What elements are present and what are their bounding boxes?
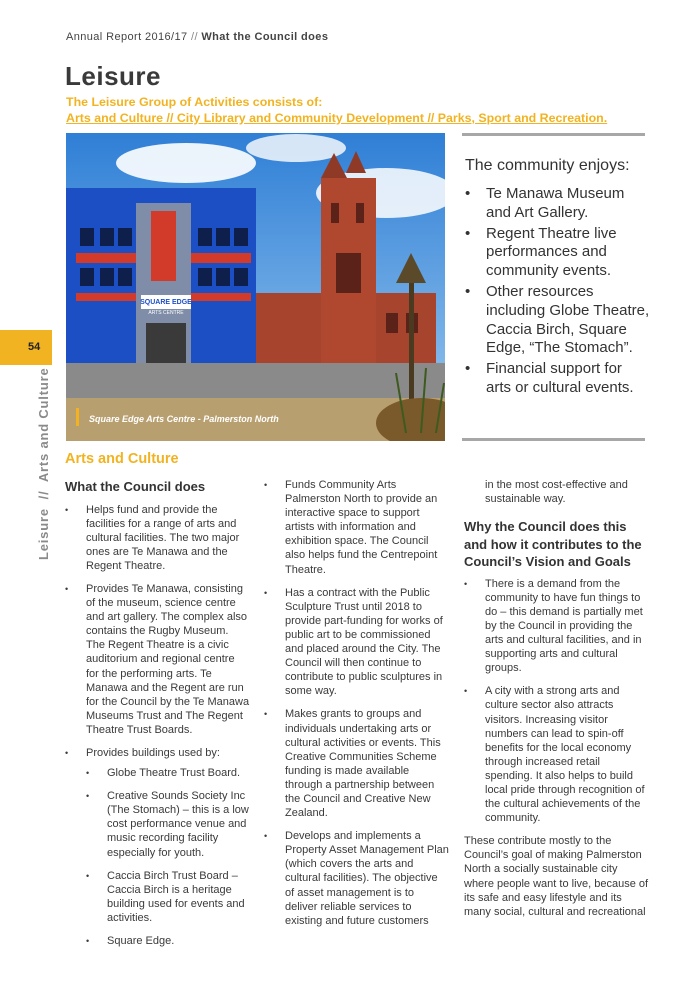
col3-list xyxy=(464,577,649,826)
building-sign-sub: ARTS CENTRE xyxy=(148,310,184,316)
col1-sublist xyxy=(86,766,250,948)
list-item: • A city with a strong arts and culture sector also attracts visitors. Increasing visitor numbers can lead to spin-off benefits for the local economy through increased retail spending. It also helps to build local pride through recognition of the cultural achievements of the community. xyxy=(464,684,649,825)
community-box-title: The community enjoys: xyxy=(465,157,630,174)
sub-list-item: • Caccia Birch Trust Board – Caccia Birch is a heritage building used for events and activities. xyxy=(86,869,250,925)
col3-heading: Why the Council does this and how it contributes to the Council’s Vision and Goals xyxy=(464,519,642,570)
header-separator: // xyxy=(187,31,202,43)
column-1 xyxy=(65,478,250,957)
list-item: • Makes grants to groups and individuals undertaking arts or cultural activities or events. This Creative Communities Scheme funding is made available through a partnership between the Council and Creative New Zealand. xyxy=(264,707,449,820)
header-section: What the Council does xyxy=(201,31,329,43)
community-item: • Financial support for arts or cultural events. xyxy=(465,360,650,398)
col3-closing: These contribute mostly to the Council’s goal of making Palmerston North a socially sustainable city where people want to live, because of its safe and easy lifestyle and its many social, cultural and recreational xyxy=(464,835,649,918)
col3-continuation: in the most cost-effective and sustainable way. xyxy=(485,479,628,506)
list-item: • Funds Community Arts Palmerston North to provide an interactive space to support artists with information and exhibition space. The Council also helps fund the Centrepoint Theatre. xyxy=(264,478,449,577)
community-item: • Regent Theatre live performances and community events. xyxy=(465,225,650,281)
sub-list-item: • Square Edge. xyxy=(86,934,250,948)
list-item: • Provides Te Manawa, consisting of the museum, science centre and art gallery. The complex also contains the Rugby Museum. The Regent Theatre is a civic auditorium and regional centre for the performing arts. Te Manawa and the Regent are run for the Council by the Te Manawa Museums Trust and The Regent Theatre Trust Boards. xyxy=(65,582,250,737)
report-label: Annual Report 2016/17 xyxy=(66,31,188,43)
page-title: Leisure xyxy=(65,61,161,91)
page-number-tab xyxy=(0,330,52,365)
community-item: • Other resources including Globe Theatre, Caccia Birch, Square Edge, “The Stomach”. xyxy=(465,283,650,358)
subtitle-activities: Arts and Culture // City Library and Community Development // Parks, Sport and Recreation. xyxy=(66,111,608,125)
section-heading: Arts and Culture xyxy=(65,451,179,467)
running-header xyxy=(66,31,328,43)
column-3 xyxy=(464,478,649,919)
box-bottom-rule xyxy=(462,438,645,441)
column-2 xyxy=(264,478,449,937)
list-item: • Helps fund and provide the facilities for a range of arts and cultural facilities. The two major ones are Te Manawa and the Regent Theatre. xyxy=(65,503,250,573)
square-edge-photo-illustration xyxy=(66,133,445,441)
col1-list xyxy=(65,503,250,949)
list-item-text: Provides buildings used by: xyxy=(86,747,220,759)
building-sign: SQUARE EDGE xyxy=(140,299,192,306)
page-number: 54 xyxy=(28,341,41,353)
list-item: • There is a demand from the community to have fun things to do – this demand is partially met by the Council in providing the arts and cultural facilities, and in supporting arts and cultural groups. xyxy=(464,577,649,676)
hero-photo xyxy=(66,133,445,441)
page-subtitle xyxy=(66,94,607,126)
box-top-rule xyxy=(462,133,645,136)
list-item: • Develops and implements a Property Asset Management Plan (which covers the arts and cultural facilities). The objective of asset management is to deliver reliable services to existing and future customers xyxy=(264,829,449,928)
side-section-label: Leisure // Arts and Culture xyxy=(36,367,51,560)
photo-caption: Square Edge Arts Centre - Palmerston North xyxy=(89,414,279,424)
list-item: • Has a contract with the Public Sculpture Trust until 2018 to provide part-funding for works of public art to be commissioned and placed around the City. The Council will then continue to contribute to public sculptures in some way. xyxy=(264,586,449,699)
sub-list-item: • Globe Theatre Trust Board. xyxy=(86,766,250,780)
community-box-list xyxy=(465,185,650,400)
caption-accent-bar xyxy=(76,408,79,426)
list-item xyxy=(65,746,250,948)
col2-list xyxy=(264,478,449,928)
community-item: • Te Manawa Museum and Art Gallery. xyxy=(465,185,650,223)
col1-heading: What the Council does xyxy=(65,479,206,494)
subtitle-intro: The Leisure Group of Activities consists of: xyxy=(66,95,323,109)
sub-list-item: • Creative Sounds Society Inc (The Stomach) – this is a low cost performance venue and music recording facility especially for youth. xyxy=(86,789,250,859)
